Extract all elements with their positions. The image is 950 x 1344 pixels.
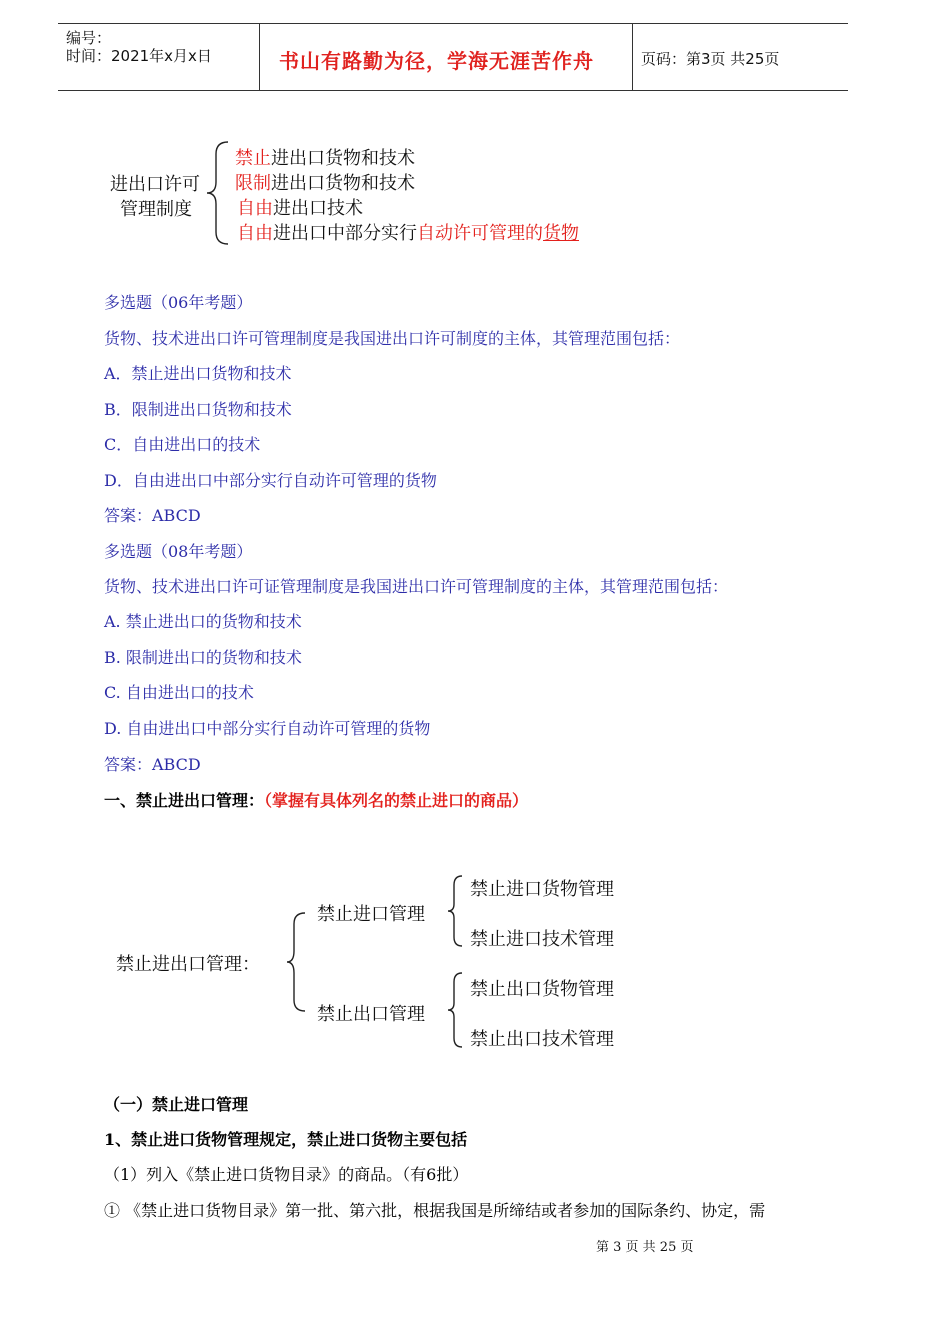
q1-option-c: C．自由进出口的技术: [104, 435, 261, 454]
q1-option-d: D．自由进出口中部分实行自动许可管理的货物: [104, 471, 437, 490]
diagram2-export-item-1: 禁止出口货物管理: [470, 979, 614, 1000]
diagram1-brace: [204, 138, 234, 248]
header-divider-2: [632, 23, 633, 90]
q1-type: 多选题（06年考题）: [104, 293, 253, 312]
point1-heading: 1、禁止进口货物管理规定，禁止进口货物主要包括: [104, 1130, 468, 1149]
diagram2-export-item-2: 禁止出口技术管理: [470, 1029, 614, 1050]
q2-answer: 答案：ABCD: [104, 755, 201, 774]
diagram2-import-item-2: 禁止进口技术管理: [470, 929, 614, 950]
diagram2-import-item-1: 禁止进口货物管理: [470, 879, 614, 900]
q1-option-a: A．禁止进出口货物和技术: [104, 364, 292, 383]
q2-option-d: D. 自由进出口中部分实行自动许可管理的货物: [104, 719, 431, 738]
q2-option-a: A. 禁止进出口的货物和技术: [104, 612, 302, 631]
page-footer: 第 3 页 共 25 页: [596, 1240, 694, 1255]
diagram1-item-3: 自由进出口技术: [237, 198, 363, 219]
diagram1-item-1: 禁止进出口货物和技术: [235, 148, 415, 169]
header-divider-1: [259, 23, 260, 90]
diagram1-root-line1: 进出口许可: [110, 174, 200, 195]
q2-type: 多选题（08年考题）: [104, 542, 253, 561]
diagram2-import: 禁止进口管理: [317, 904, 425, 925]
q2-option-c: C. 自由进出口的技术: [104, 683, 254, 702]
header-bottom-rule: [58, 90, 848, 91]
diagram1-item-2: 限制进出口货物和技术: [235, 173, 415, 194]
q2-option-b: B. 限制进出口的货物和技术: [104, 648, 302, 667]
item1-text: （1）列入《禁止进口货物目录》的商品。（有6批）: [104, 1165, 469, 1184]
q1-option-b: B．限制进出口货物和技术: [104, 400, 292, 419]
time-text: 时间：2021年x月x日: [66, 47, 212, 65]
diagram2-export: 禁止出口管理: [317, 1004, 425, 1025]
page-info: 页码：第3页 共25页: [641, 50, 780, 68]
section1-heading: 一、禁止进出口管理：（掌握有具体列名的禁止进口的商品）: [104, 791, 529, 810]
diagram2-root: 禁止进出口管理：: [116, 954, 260, 975]
header-motto: 书山有路勤为径，学海无涯苦作舟: [279, 49, 594, 73]
q2-stem: 货物、技术进出口许可证管理制度是我国进出口许可管理制度的主体，其管理范围包括：: [104, 577, 729, 596]
diagram2-export-brace: [446, 970, 466, 1050]
item2-text: ① 《禁止进口货物目录》第一批、第六批，根据我国是所缔结或者参加的国际条约、协定，需: [104, 1201, 766, 1220]
diagram1-root-line2: 管理制度: [120, 199, 192, 220]
diagram2-import-brace: [446, 873, 466, 949]
q1-stem: 货物、技术进出口许可管理制度是我国进出口许可制度的主体，其管理范围包括：: [104, 329, 681, 348]
diagram1-item-4: 自由进出口中部分实行自动许可管理的货物: [237, 223, 579, 244]
diagram2-main-brace: [285, 910, 309, 1014]
header-top-rule: [58, 23, 848, 24]
q1-answer: 答案：ABCD: [104, 506, 201, 525]
subsection-heading: （一）禁止进口管理: [104, 1095, 249, 1114]
doc-number-label: 编号：: [66, 29, 112, 47]
